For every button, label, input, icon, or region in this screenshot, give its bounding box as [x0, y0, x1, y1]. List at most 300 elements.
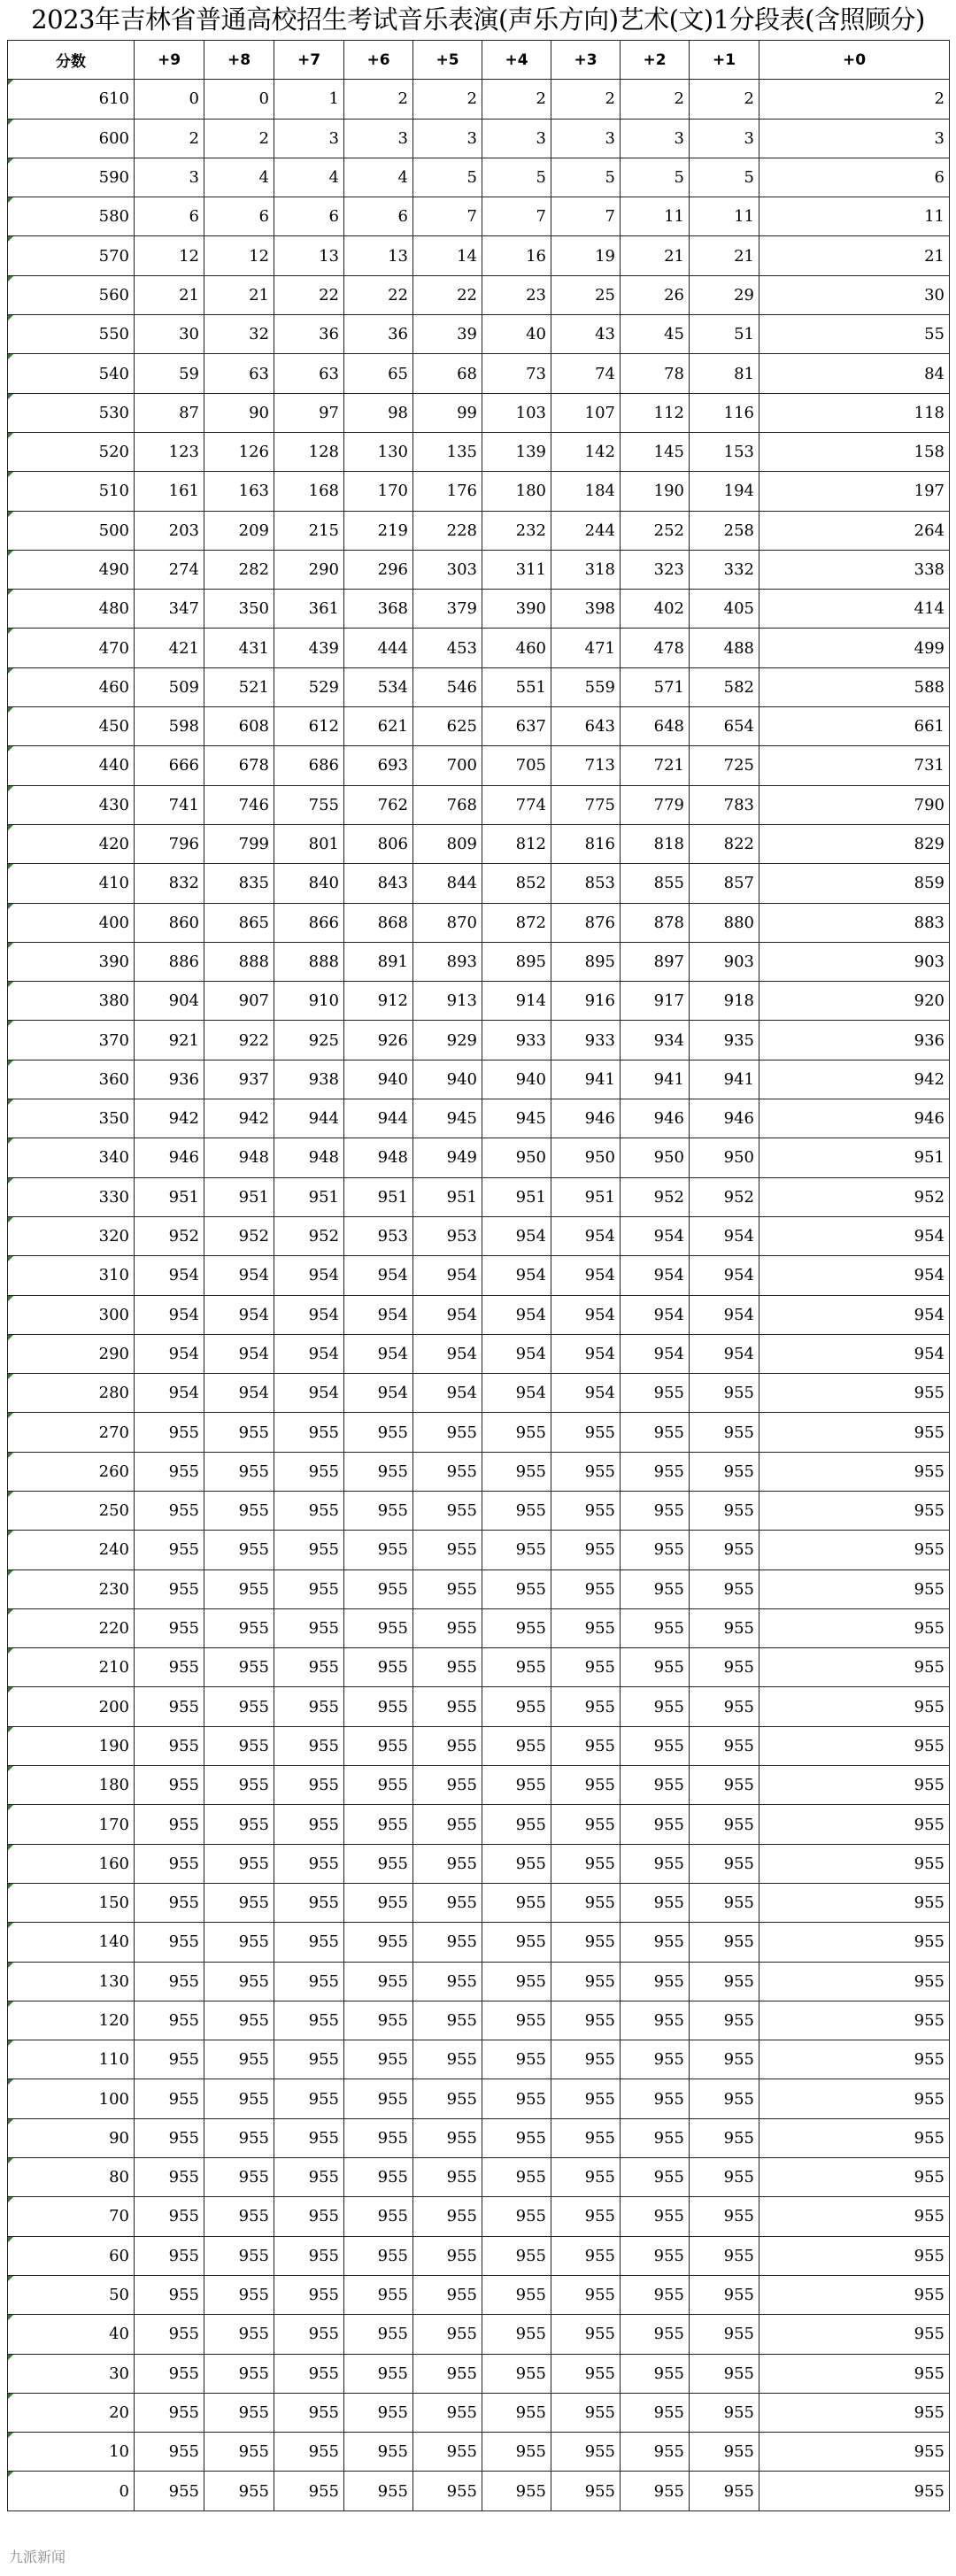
score-cell: 400 [8, 903, 135, 942]
score-cell: 430 [8, 785, 135, 824]
count-cell: 955 [690, 1962, 759, 2001]
count-cell: 955 [621, 2118, 690, 2157]
count-cell: 954 [204, 1295, 274, 1334]
count-cell: 955 [690, 2040, 759, 2079]
table-row [8, 942, 950, 981]
count-cell: 488 [690, 629, 759, 667]
count-cell: 158 [759, 432, 950, 471]
count-cell: 955 [690, 2158, 759, 2197]
count-cell: 955 [621, 1570, 690, 1608]
table-row [8, 1608, 950, 1647]
count-cell: 126 [204, 432, 274, 471]
count-cell: 471 [551, 629, 621, 667]
count-cell: 232 [482, 511, 551, 550]
count-cell: 955 [344, 1608, 413, 1647]
table-row [8, 2158, 950, 2197]
count-cell: 955 [413, 1844, 482, 1883]
count-cell: 955 [621, 2236, 690, 2275]
count-cell: 955 [413, 1570, 482, 1608]
count-cell: 955 [135, 1413, 204, 1452]
score-cell: 510 [8, 472, 135, 511]
count-cell: 946 [759, 1099, 950, 1138]
count-cell: 955 [551, 1491, 621, 1530]
count-cell: 955 [551, 1844, 621, 1883]
count-cell: 546 [413, 667, 482, 706]
count-cell: 955 [759, 2079, 950, 2118]
count-cell: 910 [274, 982, 344, 1021]
count-cell: 950 [551, 1138, 621, 1177]
score-cell: 140 [8, 1923, 135, 1962]
column-header-bonus: +7 [274, 41, 344, 80]
count-cell: 955 [621, 2001, 690, 2040]
count-cell: 51 [690, 315, 759, 354]
score-cell: 120 [8, 2001, 135, 2040]
table-row [8, 667, 950, 706]
count-cell: 955 [621, 2393, 690, 2432]
count-cell: 282 [204, 550, 274, 589]
count-cell: 955 [482, 1726, 551, 1765]
count-cell: 954 [274, 1256, 344, 1295]
count-cell: 955 [413, 2118, 482, 2157]
count-cell: 855 [621, 864, 690, 903]
score-cell: 450 [8, 707, 135, 746]
count-cell: 955 [135, 1883, 204, 1922]
count-cell: 859 [759, 864, 950, 903]
count-cell: 955 [690, 1726, 759, 1765]
count-cell: 955 [621, 1923, 690, 1962]
count-cell: 74 [551, 354, 621, 393]
count-cell: 621 [344, 707, 413, 746]
count-cell: 951 [413, 1177, 482, 1216]
count-cell: 955 [759, 1531, 950, 1570]
count-cell: 955 [482, 2040, 551, 2079]
count-cell: 955 [482, 2079, 551, 2118]
count-cell: 955 [135, 1726, 204, 1765]
count-cell: 32 [204, 315, 274, 354]
count-cell: 955 [274, 2079, 344, 2118]
count-cell: 955 [274, 1766, 344, 1805]
score-cell: 80 [8, 2158, 135, 2197]
count-cell: 955 [690, 1923, 759, 1962]
count-cell: 955 [344, 1844, 413, 1883]
count-cell: 955 [482, 1413, 551, 1452]
count-cell: 955 [551, 1883, 621, 1922]
count-cell: 955 [344, 2236, 413, 2275]
count-cell: 954 [759, 1295, 950, 1334]
score-cell: 500 [8, 511, 135, 550]
count-cell: 832 [135, 864, 204, 903]
count-cell: 840 [274, 864, 344, 903]
count-cell: 955 [551, 1608, 621, 1647]
count-cell: 895 [482, 942, 551, 981]
count-cell: 955 [344, 1531, 413, 1570]
table-row [8, 472, 950, 511]
count-cell: 7 [482, 197, 551, 236]
column-header-bonus: +4 [482, 41, 551, 80]
count-cell: 5 [413, 158, 482, 197]
table-row [8, 1256, 950, 1295]
count-cell: 21 [690, 236, 759, 275]
count-cell: 886 [135, 942, 204, 981]
table-row [8, 2275, 950, 2314]
count-cell: 244 [551, 511, 621, 550]
count-cell: 123 [135, 432, 204, 471]
count-cell: 725 [690, 746, 759, 785]
count-cell: 112 [621, 393, 690, 432]
count-cell: 1 [274, 80, 344, 119]
count-cell: 860 [135, 903, 204, 942]
count-cell: 12 [204, 236, 274, 275]
count-cell: 955 [482, 1805, 551, 1844]
count-cell: 379 [413, 590, 482, 629]
count-cell: 955 [204, 2236, 274, 2275]
count-cell: 955 [690, 1805, 759, 1844]
table-row [8, 2354, 950, 2393]
count-cell: 955 [551, 2354, 621, 2393]
score-cell: 10 [8, 2433, 135, 2472]
count-cell: 938 [274, 1060, 344, 1099]
count-cell: 955 [274, 1531, 344, 1570]
column-header-bonus: +8 [204, 41, 274, 80]
table-row [8, 197, 950, 236]
count-cell: 2 [344, 80, 413, 119]
score-cell: 0 [8, 2472, 135, 2510]
count-cell: 955 [135, 2040, 204, 2079]
count-cell: 955 [413, 2472, 482, 2510]
count-cell: 741 [135, 785, 204, 824]
table-row [8, 1962, 950, 2001]
count-cell: 790 [759, 785, 950, 824]
count-cell: 955 [551, 2393, 621, 2432]
count-cell: 6 [759, 158, 950, 197]
count-cell: 955 [344, 2275, 413, 2314]
table-row [8, 2197, 950, 2236]
count-cell: 955 [621, 2433, 690, 2472]
count-cell: 948 [344, 1138, 413, 1177]
count-cell: 954 [482, 1256, 551, 1295]
score-cell: 520 [8, 432, 135, 471]
count-cell: 796 [135, 824, 204, 863]
score-cell: 220 [8, 1608, 135, 1647]
table-row [8, 432, 950, 471]
count-cell: 955 [413, 1726, 482, 1765]
count-cell: 954 [621, 1216, 690, 1255]
count-cell: 955 [759, 2040, 950, 2079]
count-cell: 955 [621, 1726, 690, 1765]
count-cell: 955 [482, 2315, 551, 2354]
count-cell: 955 [274, 2236, 344, 2275]
count-cell: 194 [690, 472, 759, 511]
count-cell: 955 [482, 1570, 551, 1608]
score-cell: 340 [8, 1138, 135, 1177]
count-cell: 7 [551, 197, 621, 236]
count-cell: 40 [482, 315, 551, 354]
count-cell: 22 [344, 275, 413, 314]
count-cell: 954 [274, 1295, 344, 1334]
count-cell: 955 [135, 2472, 204, 2510]
count-cell: 68 [413, 354, 482, 393]
count-cell: 934 [621, 1021, 690, 1060]
count-cell: 952 [135, 1216, 204, 1255]
count-cell: 955 [621, 2158, 690, 2197]
count-cell: 21 [135, 275, 204, 314]
count-cell: 361 [274, 590, 344, 629]
count-cell: 955 [204, 2315, 274, 2354]
column-header-bonus: +6 [344, 41, 413, 80]
count-cell: 955 [204, 2197, 274, 2236]
count-cell: 955 [344, 2158, 413, 2197]
count-cell: 264 [759, 511, 950, 550]
count-cell: 30 [135, 315, 204, 354]
count-cell: 955 [204, 2118, 274, 2157]
count-cell: 13 [344, 236, 413, 275]
count-cell: 955 [274, 1491, 344, 1530]
count-cell: 390 [482, 590, 551, 629]
count-cell: 588 [759, 667, 950, 706]
table-row [8, 1883, 950, 1922]
count-cell: 721 [621, 746, 690, 785]
count-cell: 955 [551, 2472, 621, 2510]
count-cell: 955 [759, 1413, 950, 1452]
count-cell: 954 [690, 1216, 759, 1255]
count-cell: 955 [204, 1726, 274, 1765]
count-cell: 955 [551, 1726, 621, 1765]
table-row [8, 315, 950, 354]
count-cell: 942 [204, 1099, 274, 1138]
score-cell: 440 [8, 746, 135, 785]
count-cell: 252 [621, 511, 690, 550]
count-cell: 26 [621, 275, 690, 314]
count-cell: 36 [274, 315, 344, 354]
score-cell: 280 [8, 1374, 135, 1413]
count-cell: 350 [204, 590, 274, 629]
count-cell: 954 [344, 1374, 413, 1413]
count-cell: 318 [551, 550, 621, 589]
count-cell: 903 [759, 942, 950, 981]
page-title: 2023年吉林省普通高校招生考试音乐表演(声乐方向)艺术(文)1分段表(含照顾分) [31, 4, 925, 35]
count-cell: 29 [690, 275, 759, 314]
count-cell: 955 [413, 2393, 482, 2432]
count-cell: 951 [759, 1138, 950, 1177]
count-cell: 661 [759, 707, 950, 746]
count-cell: 582 [690, 667, 759, 706]
count-cell: 955 [482, 1531, 551, 1570]
count-cell: 917 [621, 982, 690, 1021]
count-cell: 955 [135, 2393, 204, 2432]
count-cell: 955 [135, 1608, 204, 1647]
count-cell: 936 [759, 1021, 950, 1060]
count-cell: 955 [621, 1608, 690, 1647]
count-cell: 5 [482, 158, 551, 197]
count-cell: 23 [482, 275, 551, 314]
count-cell: 818 [621, 824, 690, 863]
count-cell: 954 [204, 1256, 274, 1295]
table-row [8, 707, 950, 746]
table-row [8, 1295, 950, 1334]
count-cell: 955 [482, 2433, 551, 2472]
count-cell: 955 [690, 1452, 759, 1491]
table-row [8, 2118, 950, 2157]
count-cell: 197 [759, 472, 950, 511]
count-cell: 955 [204, 2472, 274, 2510]
count-cell: 3 [274, 119, 344, 158]
count-cell: 955 [621, 2040, 690, 2079]
count-cell: 954 [204, 1334, 274, 1373]
count-cell: 955 [759, 2118, 950, 2157]
count-cell: 13 [274, 236, 344, 275]
table-row [8, 1766, 950, 1805]
count-cell: 654 [690, 707, 759, 746]
count-cell: 955 [274, 2275, 344, 2314]
count-cell: 731 [759, 746, 950, 785]
count-cell: 955 [690, 1883, 759, 1922]
count-cell: 323 [621, 550, 690, 589]
score-cell: 300 [8, 1295, 135, 1334]
count-cell: 290 [274, 550, 344, 589]
count-cell: 809 [413, 824, 482, 863]
count-cell: 870 [413, 903, 482, 942]
score-cell: 30 [8, 2354, 135, 2393]
count-cell: 551 [482, 667, 551, 706]
score-cell: 70 [8, 2197, 135, 2236]
count-cell: 955 [344, 1491, 413, 1530]
count-cell: 942 [759, 1060, 950, 1099]
count-cell: 929 [413, 1021, 482, 1060]
count-cell: 2 [621, 80, 690, 119]
count-cell: 955 [759, 1608, 950, 1647]
count-cell: 21 [204, 275, 274, 314]
count-cell: 955 [135, 2001, 204, 2040]
count-cell: 955 [274, 2393, 344, 2432]
count-cell: 954 [135, 1256, 204, 1295]
count-cell: 955 [135, 2236, 204, 2275]
count-cell: 955 [759, 2236, 950, 2275]
count-cell: 3 [690, 119, 759, 158]
count-cell: 843 [344, 864, 413, 903]
score-table [7, 40, 950, 2511]
count-cell: 952 [274, 1216, 344, 1255]
count-cell: 4 [274, 158, 344, 197]
count-cell: 521 [204, 667, 274, 706]
count-cell: 955 [135, 1648, 204, 1687]
score-cell: 550 [8, 315, 135, 354]
table-row [8, 511, 950, 550]
count-cell: 203 [135, 511, 204, 550]
count-cell: 36 [344, 315, 413, 354]
count-cell: 955 [690, 1374, 759, 1413]
count-cell: 955 [344, 2079, 413, 2118]
count-cell: 686 [274, 746, 344, 785]
score-cell: 110 [8, 2040, 135, 2079]
count-cell: 955 [274, 2433, 344, 2472]
count-cell: 946 [135, 1138, 204, 1177]
count-cell: 955 [759, 1923, 950, 1962]
count-cell: 2 [690, 80, 759, 119]
count-cell: 955 [204, 1413, 274, 1452]
score-cell: 260 [8, 1452, 135, 1491]
table-row [8, 1334, 950, 1373]
count-cell: 950 [690, 1138, 759, 1177]
count-cell: 444 [344, 629, 413, 667]
count-cell: 955 [690, 1531, 759, 1570]
table-row [8, 590, 950, 629]
count-cell: 402 [621, 590, 690, 629]
count-cell: 145 [621, 432, 690, 471]
count-cell: 97 [274, 393, 344, 432]
count-cell: 922 [204, 1021, 274, 1060]
score-cell: 180 [8, 1766, 135, 1805]
count-cell: 176 [413, 472, 482, 511]
count-cell: 5 [690, 158, 759, 197]
count-cell: 955 [690, 1844, 759, 1883]
count-cell: 955 [204, 1531, 274, 1570]
score-cell: 570 [8, 236, 135, 275]
count-cell: 6 [344, 197, 413, 236]
count-cell: 955 [344, 2197, 413, 2236]
count-cell: 955 [204, 1608, 274, 1647]
table-row [8, 1216, 950, 1255]
score-cell: 350 [8, 1099, 135, 1138]
count-cell: 941 [621, 1060, 690, 1099]
count-cell: 0 [204, 80, 274, 119]
count-cell: 955 [690, 1648, 759, 1687]
count-cell: 746 [204, 785, 274, 824]
count-cell: 955 [482, 2197, 551, 2236]
count-cell: 762 [344, 785, 413, 824]
count-cell: 955 [344, 1962, 413, 2001]
count-cell: 933 [482, 1021, 551, 1060]
count-cell: 918 [690, 982, 759, 1021]
count-cell: 955 [344, 1923, 413, 1962]
count-cell: 955 [551, 1648, 621, 1687]
count-cell: 954 [135, 1295, 204, 1334]
count-cell: 954 [204, 1374, 274, 1413]
count-cell: 955 [551, 2040, 621, 2079]
score-cell: 20 [8, 2393, 135, 2432]
score-cell: 380 [8, 982, 135, 1021]
count-cell: 12 [135, 236, 204, 275]
count-cell: 955 [344, 2118, 413, 2157]
count-cell: 6 [135, 197, 204, 236]
table-row [8, 158, 950, 197]
count-cell: 955 [759, 1374, 950, 1413]
table-row [8, 824, 950, 863]
count-cell: 955 [413, 1687, 482, 1726]
score-cell: 310 [8, 1256, 135, 1295]
count-cell: 11 [759, 197, 950, 236]
count-cell: 955 [135, 2079, 204, 2118]
table-row [8, 1452, 950, 1491]
table-row [8, 1570, 950, 1608]
count-cell: 955 [413, 2354, 482, 2393]
count-cell: 955 [344, 2001, 413, 2040]
count-cell: 2 [482, 80, 551, 119]
count-cell: 955 [482, 2472, 551, 2510]
count-cell: 916 [551, 982, 621, 1021]
count-cell: 955 [413, 2236, 482, 2275]
count-cell: 951 [344, 1177, 413, 1216]
count-cell: 955 [135, 2158, 204, 2197]
count-cell: 768 [413, 785, 482, 824]
table-row [8, 275, 950, 314]
count-cell: 190 [621, 472, 690, 511]
count-cell: 951 [274, 1177, 344, 1216]
count-cell: 87 [135, 393, 204, 432]
count-cell: 946 [551, 1099, 621, 1138]
count-cell: 806 [344, 824, 413, 863]
count-cell: 954 [621, 1334, 690, 1373]
count-cell: 955 [413, 1923, 482, 1962]
